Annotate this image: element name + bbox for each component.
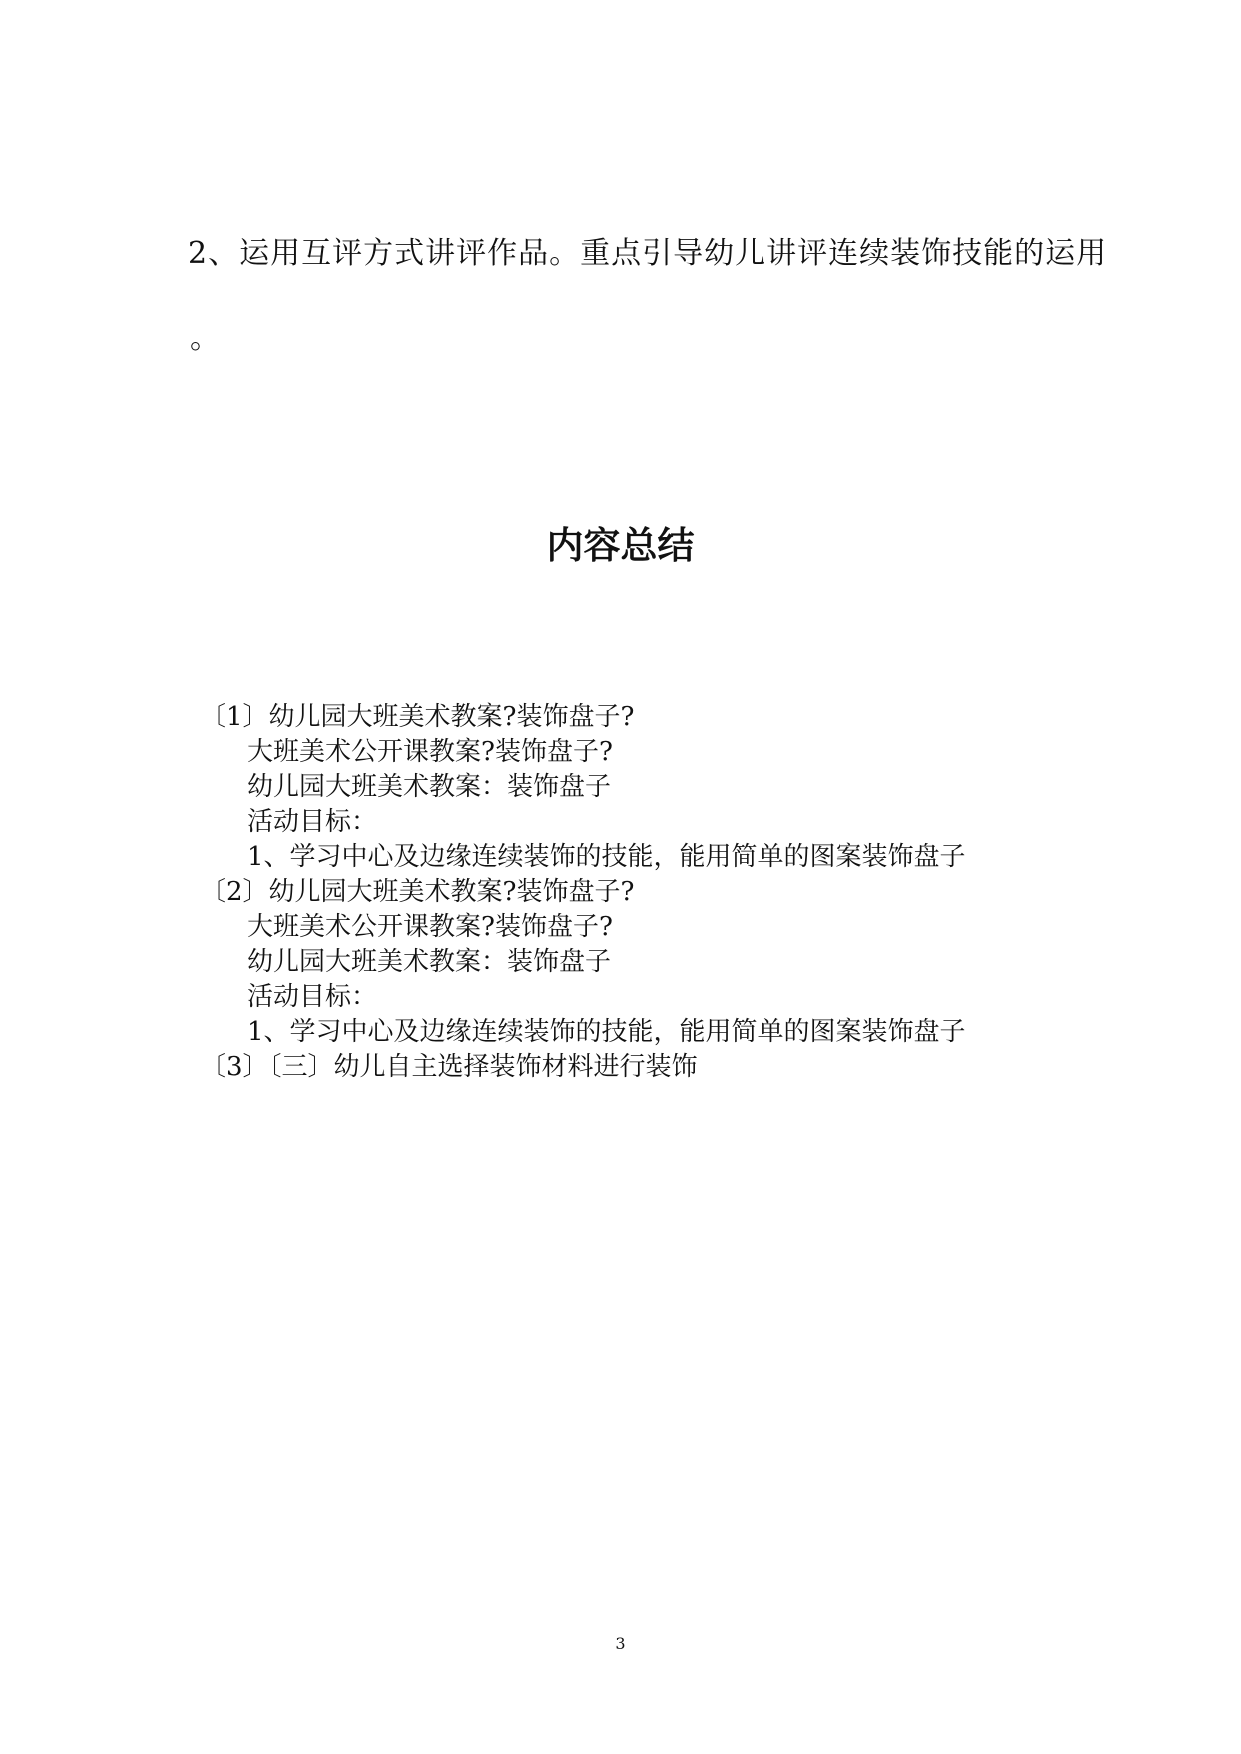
summary-item-line: 大班美术公开课教案?装饰盘子? <box>247 737 613 767</box>
summary-item-line: 活动目标： <box>247 982 378 1012</box>
summary-item-line: 1、学习中心及边缘连续装饰的技能，能用简单的图案装饰盘子 <box>247 1017 966 1047</box>
summary-item-heading: 〔3〕〔三〕幼儿自主选择装饰材料进行装饰 <box>200 1052 698 1082</box>
summary-list <box>200 700 966 1085</box>
summary-item-heading: 〔2〕幼儿园大班美术教案?装饰盘子? <box>200 877 635 907</box>
summary-item-line: 1、学习中心及边缘连续装饰的技能，能用简单的图案装饰盘子 <box>247 842 966 872</box>
intro-paragraph: 2、运用互评方式讲评作品。重点引导幼儿讲评连续装饰技能的运用 <box>188 236 1108 271</box>
page-number: 3 <box>615 1634 626 1653</box>
intro-paragraph-continuation: 。 <box>190 321 220 356</box>
section-title: 内容总结 <box>546 524 695 567</box>
summary-item-line: 大班美术公开课教案?装饰盘子? <box>247 912 613 942</box>
summary-item-heading: 〔1〕幼儿园大班美术教案?装饰盘子? <box>200 702 635 732</box>
summary-item-line: 幼儿园大班美术教案：装饰盘子 <box>247 947 612 977</box>
summary-item-line: 活动目标： <box>247 807 378 837</box>
summary-item-line: 幼儿园大班美术教案：装饰盘子 <box>247 772 612 802</box>
